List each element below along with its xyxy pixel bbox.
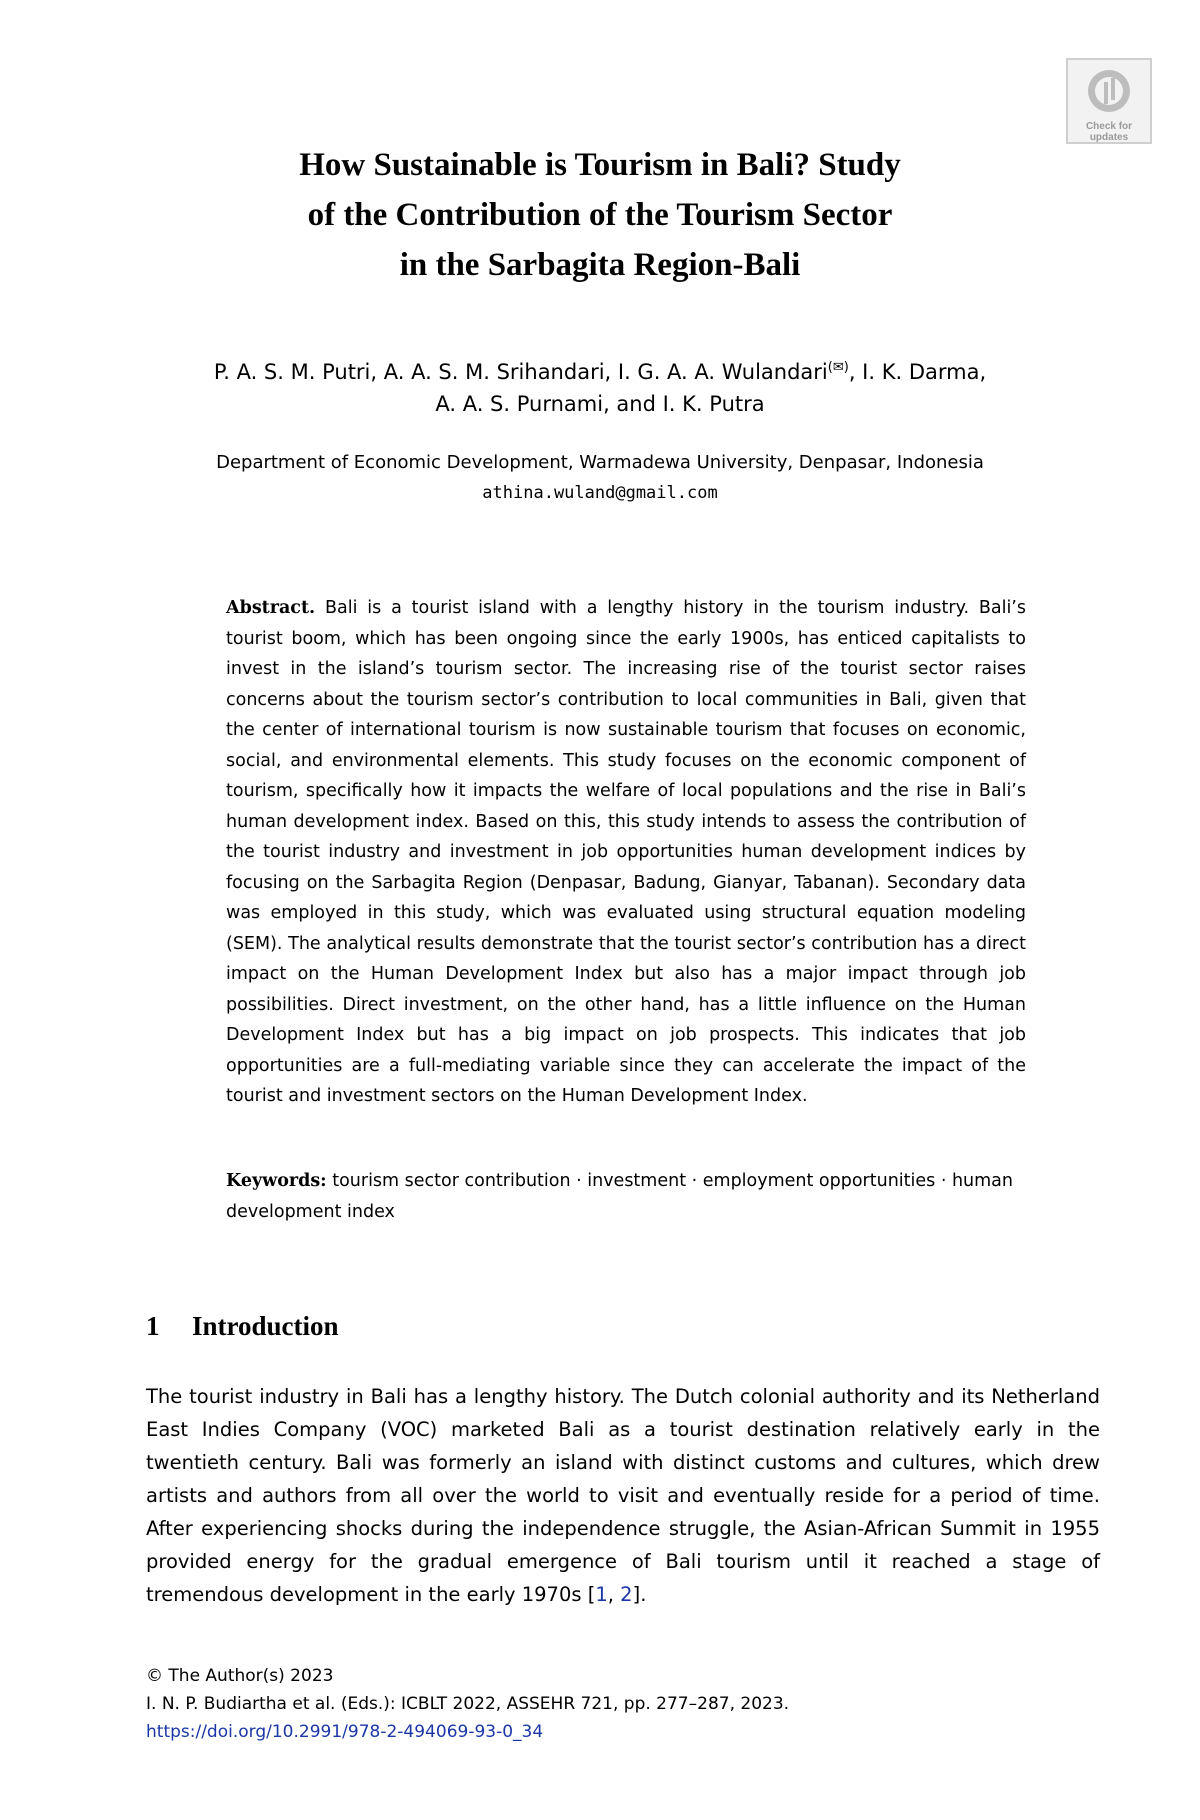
section-number: 1 bbox=[146, 1311, 160, 1341]
citation-info: I. N. P. Budiartha et al. (Eds.): ICBLT 2022, ASSEHR 721, pp. 277–287, 2023. bbox=[146, 1694, 790, 1714]
crossmark-icon bbox=[1086, 68, 1132, 114]
section-heading bbox=[146, 1308, 339, 1344]
doi-link[interactable]: https://doi.org/10.2991/978-2-494069-93-0_34 bbox=[146, 1722, 544, 1742]
title-line: in the Sarbagita Region-Bali bbox=[399, 247, 801, 283]
paper-title bbox=[150, 140, 1050, 290]
keywords bbox=[226, 1166, 1026, 1227]
copyright: © The Author(s) 2023 bbox=[146, 1666, 334, 1686]
citation-link-1[interactable]: 1 bbox=[595, 1583, 608, 1606]
intro-paragraph bbox=[146, 1380, 1100, 1611]
abstract-text: Bali is a tourist island with a lengthy history in the tourism industry. Bali’s tourist boom, which has been ongoing since the early 1900s, has enticed capitalists to invest in the island’s tourism sector. The increasing rise of the tourist sector raises concerns about the tourism sector’s contribution to local communities in Bali, given that the center of international tourism is now sustainable tourism that focuses on economic, social, and environmental elements. This study focuses on the economic component of tourism, specifically how it impacts the welfare of local populations and the rise in Bali’s human development index. Based on this, this study intends to assess the contribution of the tourist industry and investment in job opportunities human development indices by focusing on the Sarbagita Region (Denpasar, Badung, Gianyar, Tabanan). Secondary data was employed in this study, which was evaluated using structural equation modeling (SEM). The analytical results demonstrate that the tourist sector’s contribution has a direct impact on the Human Development Index but also has a major impact through job possibilities. Direct investment, on the other hand, has a little influence on the Human Development Index but has a big impact on job prospects. This indicates that job opportunities are a full-mediating variable since they can accelerate the impact of the tourist and investment sectors on the Human Development Index. bbox=[226, 598, 1026, 1106]
authors-part: , I. K. Darma, bbox=[848, 360, 987, 384]
author-line-2: A. A. S. Purnami, and I. K. Putra bbox=[435, 392, 765, 416]
authors-part: P. A. S. M. Putri, A. A. S. M. Srihandari, I. G. A. A. Wulandari bbox=[213, 360, 828, 384]
title-line: How Sustainable is Tourism in Bali? Study bbox=[299, 147, 901, 183]
footnote bbox=[146, 1662, 789, 1746]
title-line: of the Contribution of the Tourism Sector bbox=[307, 197, 893, 233]
affiliation-block bbox=[150, 448, 1050, 508]
author-email[interactable]: athina.wuland@gmail.com bbox=[482, 483, 718, 503]
keywords-label: Keywords: bbox=[226, 1171, 327, 1191]
citation-link-2[interactable]: 2 bbox=[620, 1583, 633, 1606]
keywords-text: tourism sector contribution · investment · employment opportunities · human development index bbox=[226, 1171, 1014, 1222]
affiliation: Department of Economic Development, Warmadewa University, Denpasar, Indonesia bbox=[216, 452, 984, 473]
ref-bracket: [ bbox=[587, 1583, 596, 1606]
author-line-1 bbox=[150, 352, 1050, 388]
check-for-updates-badge[interactable] bbox=[1066, 58, 1152, 144]
badge-label: Check for updates bbox=[1085, 121, 1133, 143]
corresponding-author-mark[interactable]: (✉) bbox=[827, 360, 849, 375]
author-list bbox=[150, 352, 1050, 420]
section-title: Introduction bbox=[192, 1311, 339, 1341]
abstract-label: Abstract. bbox=[226, 598, 316, 618]
abstract bbox=[226, 593, 1026, 1112]
ref-bracket: ]. bbox=[632, 1583, 647, 1606]
intro-text: The tourist industry in Bali has a lengthy history. The Dutch colonial authority and its Netherland East Indies Company (VOC) marketed Bali as a tourist destination relatively early in the twentieth century. Bali was formerly an island with distinct customs and cultures, which drew artists and authors from all over the world to visit and eventually reside for a period of time. After experiencing shocks during the independence struggle, the Asian-African Summit in 1955 provided energy for the gradual emergence of Bali tourism until it reached a stage of tremendous development in the early 1970s bbox=[146, 1385, 1100, 1606]
ref-separator: , bbox=[607, 1583, 621, 1606]
